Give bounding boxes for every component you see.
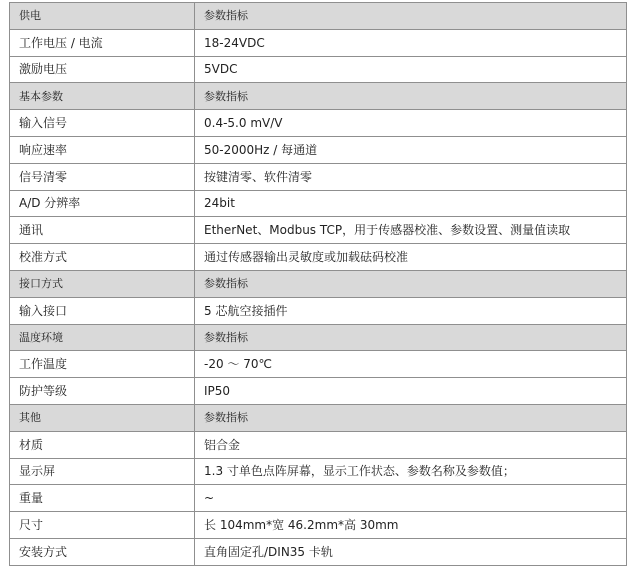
table-row xyxy=(10,244,627,271)
section-value-header: 参数指标 xyxy=(195,324,627,351)
parameter-value: 18-24VDC xyxy=(195,29,627,56)
parameter-value: 5VDC xyxy=(195,56,627,83)
parameter-value: 1.3 寸单色点阵屏幕，显示工作状态、参数名称及参数值； xyxy=(195,458,627,485)
parameter-name: 校准方式 xyxy=(10,244,195,271)
parameter-value: 通过传感器输出灵敏度或加载砝码校准 xyxy=(195,244,627,271)
section-header-row xyxy=(10,324,627,351)
parameter-value: 50-2000Hz / 每通道 xyxy=(195,136,627,163)
table-row xyxy=(10,190,627,217)
section-value-header: 参数指标 xyxy=(195,270,627,297)
table-row xyxy=(10,56,627,83)
parameter-name: A/D 分辨率 xyxy=(10,190,195,217)
parameter-name: 通讯 xyxy=(10,217,195,244)
table-row xyxy=(10,431,627,458)
table-row xyxy=(10,378,627,405)
parameter-value: 铝合金 xyxy=(195,431,627,458)
section-title: 基本参数 xyxy=(10,83,195,110)
parameter-value: 5 芯航空接插件 xyxy=(195,297,627,324)
parameter-value: EtherNet、Modbus TCP，用于传感器校准、参数设置、测量值读取 xyxy=(195,217,627,244)
table-row xyxy=(10,163,627,190)
parameter-value: -20 ～ 70℃ xyxy=(195,351,627,378)
parameter-value: 24bit xyxy=(195,190,627,217)
section-title: 其他 xyxy=(10,404,195,431)
parameter-name: 材质 xyxy=(10,431,195,458)
section-value-header: 参数指标 xyxy=(195,404,627,431)
section-title: 接口方式 xyxy=(10,270,195,297)
parameter-name: 输入信号 xyxy=(10,110,195,137)
parameter-name: 安装方式 xyxy=(10,538,195,565)
table-row xyxy=(10,29,627,56)
section-header-row xyxy=(10,83,627,110)
parameter-name: 激励电压 xyxy=(10,56,195,83)
table-row xyxy=(10,297,627,324)
parameter-value: 按键清零、软件清零 xyxy=(195,163,627,190)
parameter-value: IP50 xyxy=(195,378,627,405)
parameter-name: 响应速率 xyxy=(10,136,195,163)
section-header-row xyxy=(10,404,627,431)
section-header-row xyxy=(10,3,627,30)
table-row xyxy=(10,512,627,539)
parameter-name: 工作电压 / 电流 xyxy=(10,29,195,56)
table-row xyxy=(10,458,627,485)
table-row xyxy=(10,485,627,512)
table-row xyxy=(10,538,627,565)
parameter-name: 信号清零 xyxy=(10,163,195,190)
parameter-value: 直角固定孔/DIN35 卡轨 xyxy=(195,538,627,565)
table-row xyxy=(10,351,627,378)
table-row xyxy=(10,136,627,163)
parameter-name: 重量 xyxy=(10,485,195,512)
section-value-header: 参数指标 xyxy=(195,83,627,110)
parameter-value: 0.4-5.0 mV/V xyxy=(195,110,627,137)
table-row xyxy=(10,217,627,244)
parameter-name: 工作温度 xyxy=(10,351,195,378)
parameter-name: 输入接口 xyxy=(10,297,195,324)
parameter-name: 防护等级 xyxy=(10,378,195,405)
parameter-name: 尺寸 xyxy=(10,512,195,539)
section-title: 供电 xyxy=(10,3,195,30)
table-row xyxy=(10,110,627,137)
section-value-header: 参数指标 xyxy=(195,3,627,30)
spec-table xyxy=(9,2,627,566)
parameter-value: 长 104mm*宽 46.2mm*高 30mm xyxy=(195,512,627,539)
section-header-row xyxy=(10,270,627,297)
parameter-name: 显示屏 xyxy=(10,458,195,485)
section-title: 温度环境 xyxy=(10,324,195,351)
spec-table-body xyxy=(10,3,627,566)
parameter-value: ~ xyxy=(195,485,627,512)
